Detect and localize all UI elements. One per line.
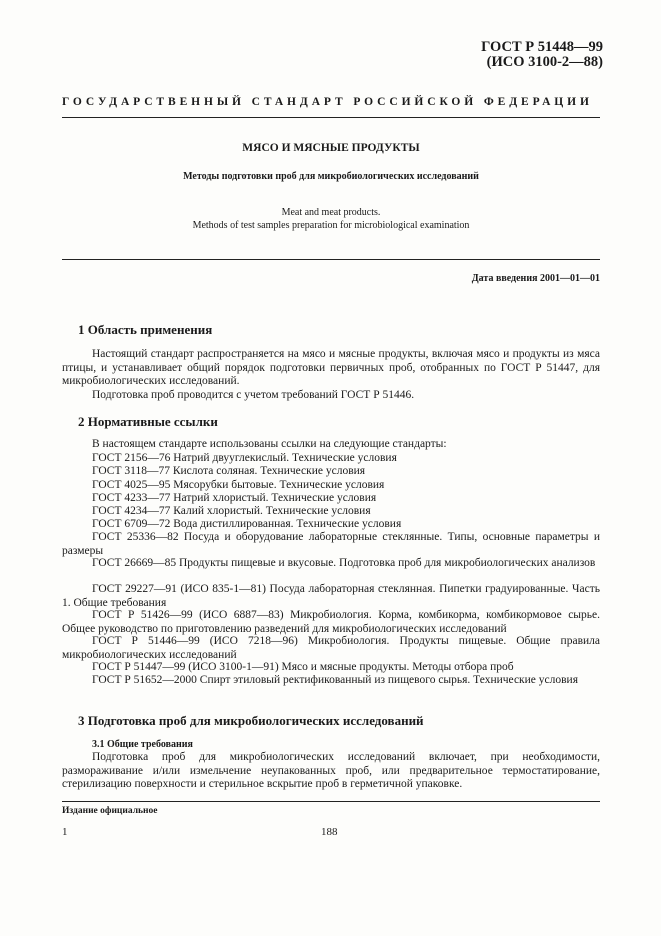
official-edition-label: Издание официальное — [62, 806, 158, 816]
ref-gost-r-51652: ГОСТ Р 51652—2000 Спирт этиловый ректификованный из пищевого сырья. Технические условия — [92, 674, 578, 686]
section-3-heading: 3 Подготовка проб для микробиологических исследований — [78, 713, 424, 728]
english-title-line-2: Methods of test samples preparation for microbiological examination — [192, 219, 470, 231]
section-2-heading: 2 Нормативные ссылки — [78, 414, 218, 429]
gost-number: ГОСТ Р 51448—99 — [481, 39, 603, 55]
ref-gost-r-51426: ГОСТ Р 51426—99 (ИСО 6887—83) Микробиология. Корма, комбикорма, комбикормовое сырье. Общее руководство по приготовлению разведений для микробиологических исследований — [62, 609, 600, 635]
ref-gost-4233: ГОСТ 4233—77 Натрий хлористый. Технические условия — [92, 492, 377, 504]
sheet-number: 1 — [62, 826, 68, 838]
english-title-line-1: Meat and meat products. — [281, 207, 381, 218]
section-1-heading: 1 Область применения — [78, 322, 213, 337]
document-subtitle: Методы подготовки проб для микробиологических исследований — [183, 171, 479, 182]
document-title: МЯСО И МЯСНЫЕ ПРОДУКТЫ — [242, 142, 420, 154]
ref-gost-25336: ГОСТ 25336—82 Посуда и оборудование лабораторные стеклянные. Типы, основные параметры и размеры — [62, 531, 600, 557]
state-standard-title: ГОСУДАРСТВЕННЫЙ СТАНДАРТ РОССИЙСКОЙ ФЕДЕРАЦИИ — [62, 96, 593, 108]
introduction-date: Дата введения 2001—01—01 — [471, 273, 600, 284]
ref-gost-3118: ГОСТ 3118—77 Кислота соляная. Технические условия — [92, 465, 366, 477]
english-title — [62, 207, 600, 232]
ref-gost-26669: ГОСТ 26669—85 Продукты пищевые и вкусовые. Подготовка проб для микробиологических анализов — [92, 557, 596, 569]
title-rule — [62, 259, 600, 260]
section-1-paragraph-1: Настоящий стандарт распространяется на мясо и мясные продукты, включая мясо и продукты из мяса птицы, и устанавливает общий порядок подготовки первичных проб, отобранных по ГОСТ Р 51447, для микробиологических исследований. — [62, 348, 600, 387]
subsection-3-1-heading: 3.1 Общие требования — [92, 739, 193, 750]
section-1-paragraph-2: Подготовка проб проводится с учетом требований ГОСТ Р 51446. — [92, 389, 415, 401]
ref-gost-4234: ГОСТ 4234—77 Калий хлористый. Технические условия — [92, 505, 371, 517]
footer-rule — [62, 801, 600, 802]
ref-gost-r-51447: ГОСТ Р 51447—99 (ИСО 3100-1—91) Мясо и мясные продукты. Методы отбора проб — [92, 661, 514, 673]
header-rule — [62, 117, 600, 118]
ref-gost-r-51446: ГОСТ Р 51446—99 (ИСО 7218—96) Микробиология. Продукты пищевые. Общие правила микробиологических исследований — [62, 635, 600, 661]
gost-number-block — [481, 40, 603, 70]
ref-gost-4025: ГОСТ 4025—95 Мясорубки бытовые. Технические условия — [92, 479, 385, 491]
ref-gost-6709: ГОСТ 6709—72 Вода дистиллированная. Технические условия — [92, 518, 402, 530]
section-3-paragraph-1: Подготовка проб для микробиологических исследований включает, при необходимости, размораживание и/или измельчение неупакованных проб, или предварительное термостатирование, стерилизацию поверхности и стерильное вскрытие проб в герметичной упаковке. — [62, 751, 600, 790]
page-number: 188 — [321, 826, 338, 838]
iso-number: (ИСО 3100-2—88) — [486, 54, 603, 70]
ref-gost-2156: ГОСТ 2156—76 Натрий двууглекислый. Технические условия — [92, 452, 397, 464]
ref-line-intro: В настоящем стандарте использованы ссылки на следующие стандарты: — [92, 438, 447, 450]
ref-gost-29227: ГОСТ 29227—91 (ИСО 835-1—81) Посуда лабораторная стеклянная. Пипетки градуированные. Часть 1. Общие требования — [62, 583, 600, 609]
